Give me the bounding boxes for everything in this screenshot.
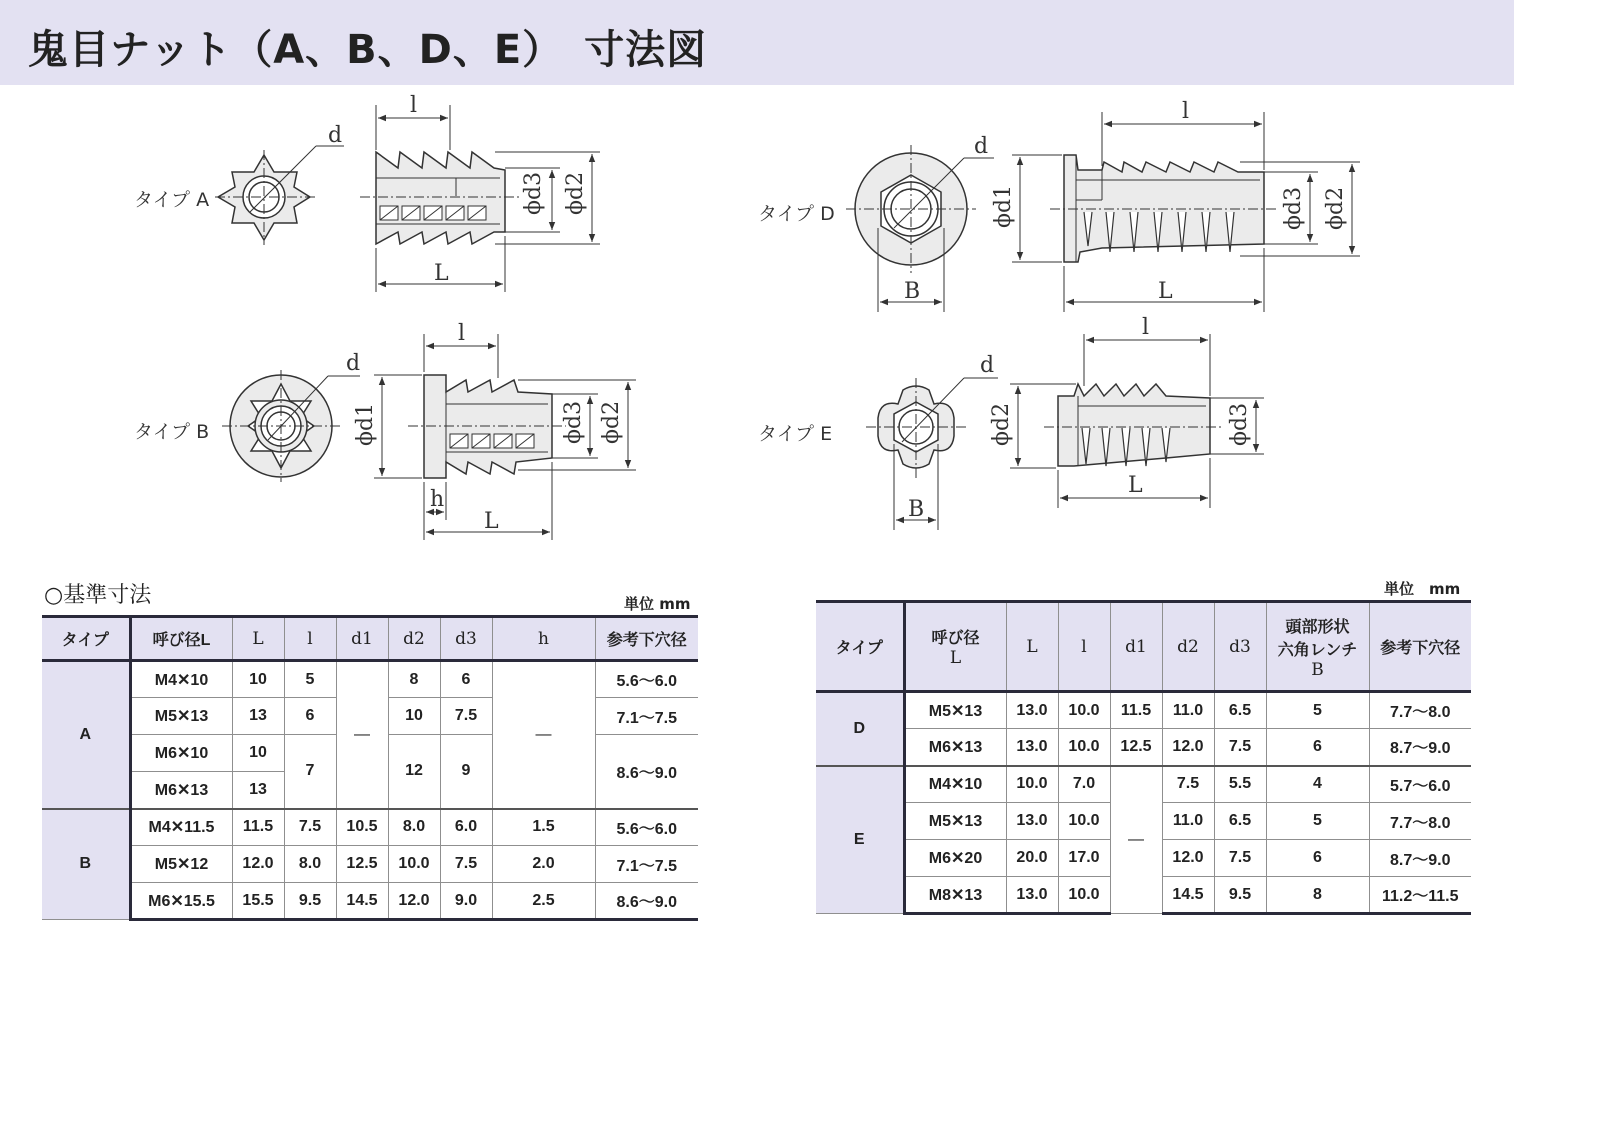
header-hole: 参考下穴径 <box>1369 602 1471 692</box>
L-cell: 13.0 <box>1006 729 1058 766</box>
d2-cell: 10 <box>388 698 440 735</box>
type-b-drawing <box>134 321 636 540</box>
L-cell: 13 <box>232 698 284 735</box>
L-cell: 15.5 <box>232 883 284 920</box>
header-B: B <box>1311 659 1324 680</box>
d3-cell: 6.0 <box>440 809 492 846</box>
d1-cell: 11.5 <box>1110 692 1162 729</box>
hole-cell: 5.6〜6.0 <box>595 809 698 846</box>
type-e-dim-l: l <box>1142 315 1150 340</box>
d3-cell: 9 <box>440 735 492 809</box>
type-d-drawing <box>758 99 1360 312</box>
nominal-cell: M6✕13 <box>904 729 1006 766</box>
h-cell: 2.5 <box>492 883 595 920</box>
hole-cell: 8.7〜9.0 <box>1369 840 1471 877</box>
type-a-label: タイプ A <box>134 189 210 211</box>
l-cell: 5 <box>284 661 336 698</box>
d1-cell: 14.5 <box>336 883 388 920</box>
type-d-dim-d2: ϕd2 <box>1323 186 1348 230</box>
hole-cell: 8.6〜9.0 <box>595 883 698 920</box>
B-cell: 5 <box>1266 803 1369 840</box>
type-b-dim-L: L <box>484 509 499 534</box>
header-type: タイプ <box>816 602 904 692</box>
header-l: l <box>284 617 336 661</box>
nominal-cell: M5✕13 <box>904 692 1006 729</box>
header-d1: d1 <box>1110 602 1162 692</box>
type-d-dim-d: d <box>974 134 989 159</box>
d2-cell: 14.5 <box>1162 877 1214 914</box>
table-row <box>42 846 698 883</box>
type-a-dim-d: d <box>328 123 343 148</box>
d2-cell: 10.0 <box>388 846 440 883</box>
hole-cell: 7.7〜8.0 <box>1369 803 1471 840</box>
type-d-dim-B: B <box>904 279 921 304</box>
hole-cell: 5.6〜6.0 <box>595 661 698 698</box>
d1-cell: 12.5 <box>1110 729 1162 766</box>
header-d3: d3 <box>440 617 492 661</box>
B-cell: 8 <box>1266 877 1369 914</box>
type-d-dim-d3: ϕd3 <box>1281 186 1306 230</box>
type-cell-e: E <box>816 766 904 914</box>
d1-cell: — <box>336 661 388 809</box>
d3-cell: 7.5 <box>440 846 492 883</box>
nominal-cell: M6✕13 <box>130 772 232 809</box>
type-b-dim-h: h <box>430 487 445 512</box>
l-cell: 10.0 <box>1058 877 1110 914</box>
table-row <box>816 729 1471 766</box>
l-cell: 10.0 <box>1058 692 1110 729</box>
l-cell: 17.0 <box>1058 840 1110 877</box>
header-hole: 参考下穴径 <box>595 617 698 661</box>
header-L: L <box>232 617 284 661</box>
L-cell: 13.0 <box>1006 877 1058 914</box>
hole-cell: 5.7〜6.0 <box>1369 766 1471 803</box>
header-hex-wrench: 六角レンチ <box>1277 641 1358 659</box>
nominal-cell: M6✕15.5 <box>130 883 232 920</box>
header-head-shape: 頭部形状 <box>1285 618 1350 636</box>
nominal-cell: M6✕20 <box>904 840 1006 877</box>
type-e-dim-d: d <box>980 353 995 378</box>
header-type: タイプ <box>42 617 130 661</box>
L-cell: 13.0 <box>1006 803 1058 840</box>
header-d1: d1 <box>336 617 388 661</box>
type-a-dim-d2: ϕd2 <box>563 171 588 215</box>
right-spec-table <box>816 600 1471 915</box>
d2-cell: 7.5 <box>1162 766 1214 803</box>
h-cell: — <box>492 661 595 809</box>
type-e-dim-L: L <box>1128 473 1143 498</box>
type-a-drawing <box>134 93 600 292</box>
d2-cell: 12 <box>388 735 440 809</box>
hole-cell: 7.7〜8.0 <box>1369 692 1471 729</box>
hole-cell: 7.1〜7.5 <box>595 846 698 883</box>
d1-cell: — <box>1110 766 1162 914</box>
h-cell: 2.0 <box>492 846 595 883</box>
l-cell: 10.0 <box>1058 729 1110 766</box>
type-e-dim-d2: ϕd2 <box>989 402 1014 446</box>
left-spec-table <box>42 615 698 921</box>
l-cell: 9.5 <box>284 883 336 920</box>
nominal-cell: M5✕12 <box>130 846 232 883</box>
header-wrench <box>1266 602 1369 692</box>
page-title: 鬼目ナット（A、B、D、E） 寸法図 <box>28 27 708 73</box>
type-e-drawing <box>758 315 1264 530</box>
d3-cell: 5.5 <box>1214 766 1266 803</box>
dimension-drawings <box>0 0 1600 560</box>
type-d-dim-L: L <box>1158 279 1173 304</box>
type-a-side-view <box>376 152 505 244</box>
d3-cell: 6 <box>440 661 492 698</box>
nominal-cell: M4✕10 <box>904 766 1006 803</box>
nominal-cell: M8✕13 <box>904 877 1006 914</box>
table-row <box>42 809 698 846</box>
header-l: l <box>1058 602 1110 692</box>
type-e-dim-B: B <box>908 497 925 522</box>
l-cell: 7 <box>284 735 336 809</box>
d1-cell: 12.5 <box>336 846 388 883</box>
type-a-dim-d3: ϕd3 <box>521 171 546 215</box>
type-b-dim-l: l <box>458 321 466 346</box>
type-a-dim-l: l <box>410 93 418 118</box>
type-e-side-view <box>1058 384 1210 466</box>
nominal-cell: M5✕13 <box>130 698 232 735</box>
type-cell-a: A <box>42 661 130 809</box>
type-b-dim-d: d <box>346 351 361 376</box>
B-cell: 5 <box>1266 692 1369 729</box>
type-d-dim-l: l <box>1182 99 1190 124</box>
L-cell: 10 <box>232 735 284 772</box>
header-nominal-label: 呼び径 <box>931 630 980 647</box>
type-a-dim-L: L <box>434 261 449 286</box>
type-b-dim-d1: ϕd1 <box>353 402 378 446</box>
type-b-label: タイプ B <box>134 421 210 443</box>
d2-cell: 8.0 <box>388 809 440 846</box>
table-row <box>816 766 1471 803</box>
type-cell-b: B <box>42 809 130 920</box>
type-e-label: タイプ E <box>758 423 833 445</box>
d3-cell: 9.0 <box>440 883 492 920</box>
d2-cell: 12.0 <box>1162 840 1214 877</box>
d2-cell: 8 <box>388 661 440 698</box>
header-nominal <box>904 602 1006 692</box>
h-cell: 1.5 <box>492 809 595 846</box>
L-cell: 12.0 <box>232 846 284 883</box>
d3-cell: 7.5 <box>440 698 492 735</box>
header-d3: d3 <box>1214 602 1266 692</box>
table-row <box>42 661 698 698</box>
nominal-cell: M4✕10 <box>130 661 232 698</box>
d3-cell: 7.5 <box>1214 840 1266 877</box>
d1-cell: 10.5 <box>336 809 388 846</box>
l-cell: 6 <box>284 698 336 735</box>
d3-cell: 6.5 <box>1214 692 1266 729</box>
type-cell-d: D <box>816 692 904 766</box>
d3-cell: 6.5 <box>1214 803 1266 840</box>
left-unit-label: 単位 mm <box>624 595 691 613</box>
d2-cell: 12.0 <box>1162 729 1214 766</box>
L-cell: 13.0 <box>1006 692 1058 729</box>
hole-cell: 8.7〜9.0 <box>1369 729 1471 766</box>
L-cell: 10.0 <box>1006 766 1058 803</box>
d3-cell: 7.5 <box>1214 729 1266 766</box>
l-cell: 7.5 <box>284 809 336 846</box>
B-cell: 6 <box>1266 840 1369 877</box>
L-cell: 11.5 <box>232 809 284 846</box>
table-row <box>816 692 1471 729</box>
hole-cell: 11.2〜11.5 <box>1369 877 1471 914</box>
left-table-header <box>42 617 698 661</box>
header-nominal-L: L <box>949 648 962 668</box>
l-cell: 8.0 <box>284 846 336 883</box>
d3-cell: 9.5 <box>1214 877 1266 914</box>
header-h: h <box>492 617 595 661</box>
l-cell: 10.0 <box>1058 803 1110 840</box>
L-cell: 20.0 <box>1006 840 1058 877</box>
type-d-dim-d1: ϕd1 <box>991 184 1016 228</box>
type-e-dim-d3: ϕd3 <box>1227 402 1252 446</box>
nominal-cell: M4✕11.5 <box>130 809 232 846</box>
l-cell: 7.0 <box>1058 766 1110 803</box>
L-cell: 10 <box>232 661 284 698</box>
section-title: ○基準寸法 <box>44 583 152 608</box>
nominal-cell: M6✕10 <box>130 735 232 772</box>
right-table-header <box>816 602 1471 692</box>
header-d2: d2 <box>388 617 440 661</box>
L-cell: 13 <box>232 772 284 809</box>
B-cell: 4 <box>1266 766 1369 803</box>
header-L: L <box>1006 602 1058 692</box>
right-unit-label: 単位 mm <box>1384 580 1461 598</box>
header-nominal: 呼び径L <box>130 617 232 661</box>
nominal-cell: M5✕13 <box>904 803 1006 840</box>
hole-cell: 8.6〜9.0 <box>595 735 698 809</box>
hole-cell: 7.1〜7.5 <box>595 698 698 735</box>
d2-cell: 11.0 <box>1162 803 1214 840</box>
d2-cell: 12.0 <box>388 883 440 920</box>
B-cell: 6 <box>1266 729 1369 766</box>
header-d2: d2 <box>1162 602 1214 692</box>
table-row <box>42 883 698 920</box>
d2-cell: 11.0 <box>1162 692 1214 729</box>
type-d-label: タイプ D <box>758 203 835 225</box>
type-b-dim-d3: ϕd3 <box>561 400 586 444</box>
type-b-dim-d2: ϕd2 <box>599 400 624 444</box>
